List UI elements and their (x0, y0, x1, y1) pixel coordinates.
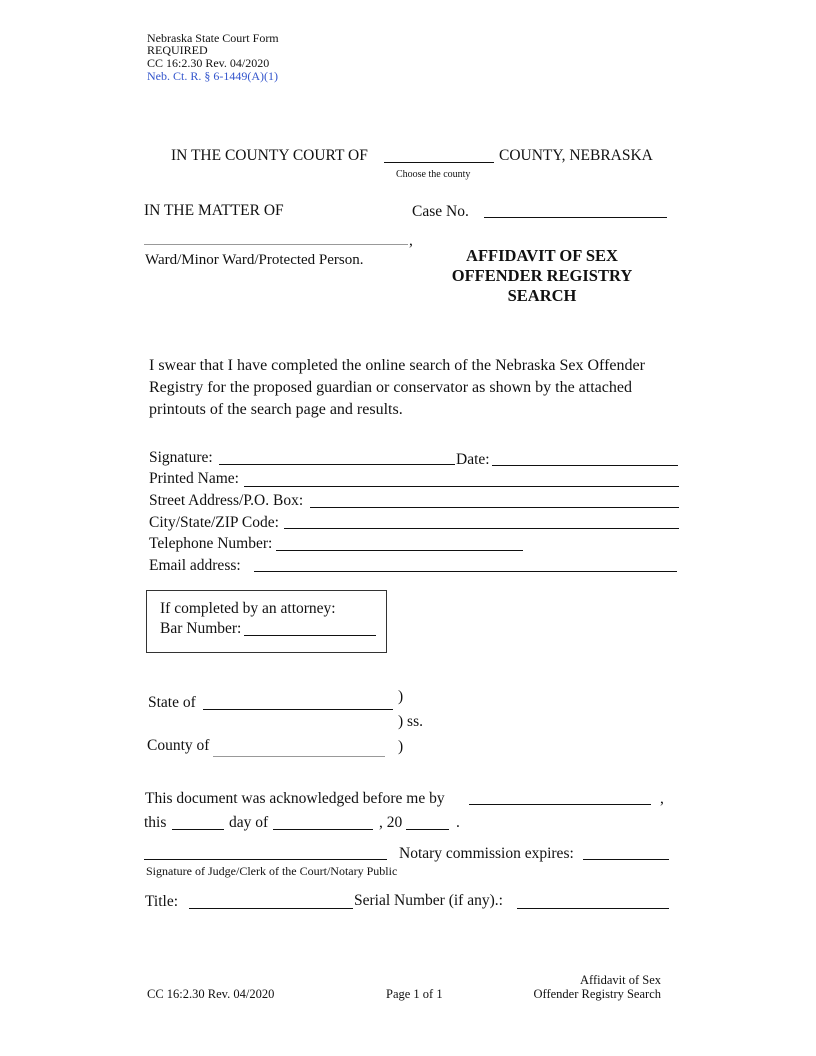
ward-name-field[interactable] (144, 244, 408, 245)
phone-label: Telephone Number: (149, 535, 273, 552)
venue-paren: ) (398, 688, 404, 705)
footer-form-number: CC 16:2.30 Rev. 04/2020 (147, 987, 275, 1001)
day-of-label: day of (229, 814, 269, 831)
venue-ss: ) ss. (398, 713, 423, 730)
footer-title: Offender Registry Search (533, 987, 661, 1001)
serial-field[interactable] (517, 908, 669, 909)
venue-paren: ) (398, 738, 404, 755)
date-label: Date: (456, 451, 490, 468)
body-line: I swear that I have completed the online search of the Nebraska Sex Offender (149, 357, 645, 374)
county-label: County of (147, 737, 210, 754)
printed-name-field[interactable] (244, 486, 679, 487)
year-field[interactable] (406, 829, 449, 830)
acknowledged-by-field[interactable] (469, 804, 651, 805)
court-prefix: IN THE COUNTY COURT OF (171, 147, 368, 164)
title-line: AFFIDAVIT OF SEX (466, 246, 618, 265)
required-label: REQUIRED (147, 43, 208, 57)
signature-caption: Signature of Judge/Clerk of the Court/Notary Public (146, 864, 398, 878)
footer-title: Affidavit of Sex (579, 973, 661, 987)
street-label: Street Address/P.O. Box: (149, 492, 304, 509)
notary-expiry-field[interactable] (583, 859, 669, 860)
body-line: printouts of the search page and results. (149, 401, 403, 418)
court-rule-link[interactable]: Neb. Ct. R. § 6-1449(A)(1) (147, 69, 278, 83)
bar-number-label: Bar Number: (160, 620, 242, 637)
day-field[interactable] (172, 829, 224, 830)
county-hint: Choose the county (396, 169, 471, 180)
title-line: SEARCH (507, 286, 577, 305)
ward-label: Ward/Minor Ward/Protected Person. (145, 252, 364, 268)
bar-number-field[interactable] (244, 635, 376, 636)
ack-comma: , (660, 790, 664, 807)
phone-field[interactable] (276, 550, 523, 551)
body-line: Registry for the proposed guardian or conservator as shown by the attached (149, 379, 632, 396)
state-label: State of (148, 694, 196, 711)
street-field[interactable] (310, 507, 679, 508)
matter-label: IN THE MATTER OF (144, 202, 284, 219)
footer-page: Page 1 of 1 (386, 987, 443, 1001)
year-prefix: , 20 (379, 814, 403, 831)
caption-comma: , (409, 232, 413, 249)
email-label: Email address: (149, 557, 241, 574)
notary-signature-field[interactable] (144, 859, 387, 860)
month-field[interactable] (273, 829, 373, 830)
attorney-label: If completed by an attorney: (160, 600, 336, 617)
title-field[interactable] (189, 908, 353, 909)
serial-label: Serial Number (if any).: (354, 892, 503, 909)
date-field[interactable] (492, 465, 678, 466)
county-of-field[interactable] (213, 756, 385, 757)
signature-label: Signature: (149, 449, 213, 466)
title-line: OFFENDER REGISTRY (451, 266, 633, 285)
document-title (442, 246, 642, 306)
county-field[interactable] (384, 162, 494, 163)
ack-text: This document was acknowledged before me by (145, 790, 445, 807)
printed-name-label: Printed Name: (149, 470, 239, 487)
email-field[interactable] (254, 571, 677, 572)
form-label: Nebraska State Court Form (147, 31, 279, 45)
case-number-field[interactable] (484, 217, 667, 218)
ack-period: . (456, 814, 460, 831)
notary-label: Notary commission expires: (399, 845, 574, 862)
city-label: City/State/ZIP Code: (149, 514, 279, 531)
state-field[interactable] (203, 709, 393, 710)
this-label: this (144, 814, 167, 831)
signature-field[interactable] (219, 464, 455, 465)
form-number: CC 16:2.30 Rev. 04/2020 (147, 56, 270, 70)
court-suffix: COUNTY, NEBRASKA (499, 147, 653, 164)
case-label: Case No. (412, 203, 469, 220)
city-field[interactable] (284, 528, 679, 529)
title-label: Title: (145, 893, 179, 910)
